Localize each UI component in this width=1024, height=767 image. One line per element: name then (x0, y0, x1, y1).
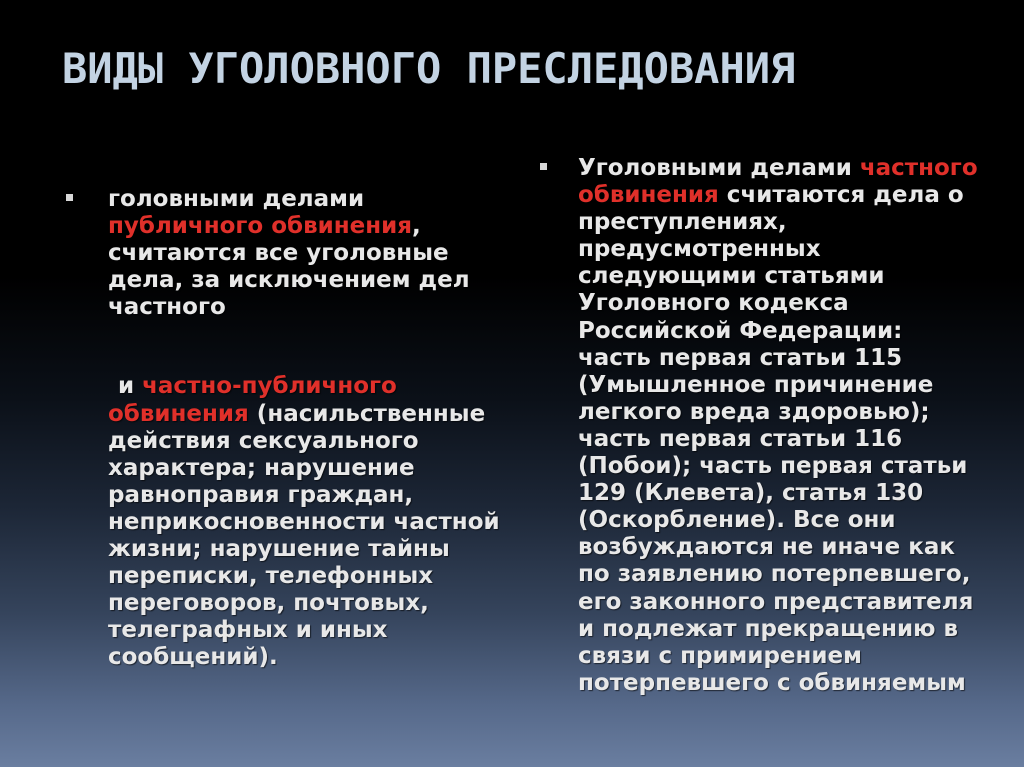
private-public-text-start: и (118, 373, 143, 400)
public-prosecution-paragraph (108, 186, 502, 321)
private-public-prosecution-paragraph (108, 373, 502, 671)
public-prosecution-text-start: головными делами (108, 186, 365, 212)
public-prosecution-text-end: , считаются все уголовные дела, за исключением дел частного (108, 213, 470, 321)
slide-title: ВИДЫ УГОЛОВНОГО ПРЕСЛЕДОВАНИЯ (62, 44, 796, 93)
left-bullet-item (62, 186, 502, 672)
private-prosecution-paragraph (578, 155, 978, 697)
private-prosecution-text-end: считаются дела о преступлениях, предусмотренных следующими статьями Уголовного кодекса Российской Федерации: часть первая статьи 115 (Умышленное причинение легкого вреда здоровью); часть первая статьи 116 (Побои); часть первая статьи 129 (Клевета), статья 130 (Оскорбление). Все они возбуждаются не иначе как по заявлению потерпевшего, его законного представителя и подлежат прекращению в связи с примирением потерпевшего с обвиняемым (578, 182, 974, 696)
right-column (538, 155, 978, 697)
private-public-highlight: частно-публичного обвинения (108, 373, 397, 427)
right-bullet-item (538, 155, 978, 697)
private-public-text-end: (насильственные действия сексуального характера; нарушение равноправия граждан, неприкосновенности частной жизни; нарушение тайны переписки, телефонных переговоров, почтовых, телеграфных и иных сообщений). (108, 400, 500, 671)
square-bullet-icon (540, 163, 547, 170)
left-column (62, 186, 502, 672)
private-prosecution-text-start: Уголовными делами (578, 155, 860, 181)
public-prosecution-highlight: публичного обвинения (108, 213, 413, 240)
private-prosecution-highlight: частного обвинения (578, 155, 978, 209)
square-bullet-icon (66, 194, 73, 201)
